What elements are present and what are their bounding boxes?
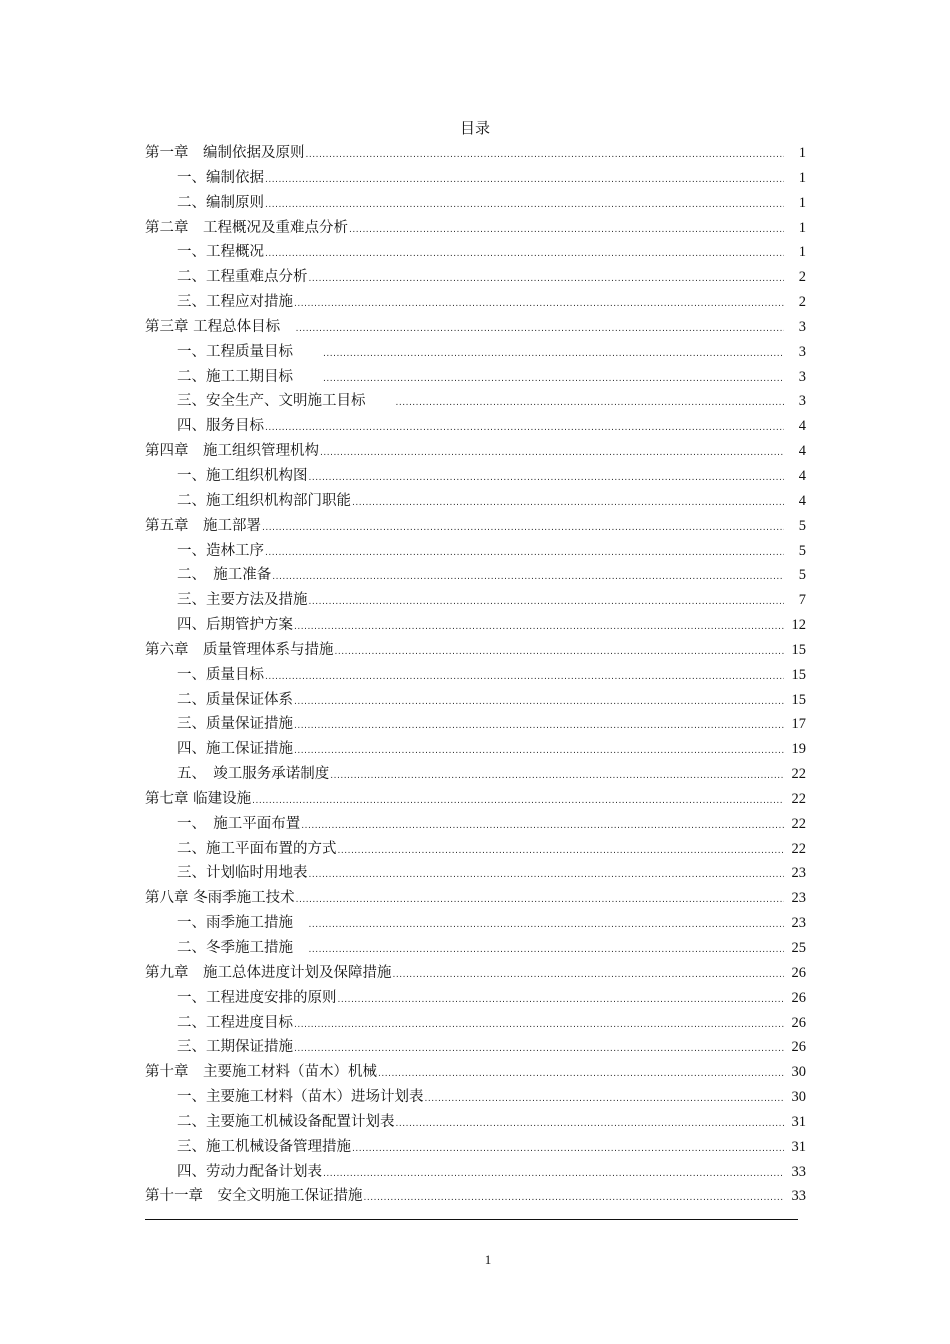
table-of-contents	[145, 141, 806, 1209]
dot-leader	[294, 690, 784, 715]
dot-leader	[265, 541, 784, 566]
toc-entry-page: 30	[791, 1064, 806, 1081]
toc-entry-label: 第八章 冬雨季施工技术	[145, 890, 295, 907]
toc-section-entry[interactable]	[145, 265, 806, 290]
dot-leader	[294, 615, 784, 640]
toc-entry-page: 15	[791, 691, 806, 708]
toc-entry-page: 4	[798, 467, 806, 484]
toc-section-entry[interactable]	[145, 663, 806, 688]
toc-entry-page: 23	[791, 890, 806, 907]
toc-section-entry[interactable]	[145, 539, 806, 564]
toc-chapter-entry[interactable]	[145, 439, 806, 464]
toc-section-entry[interactable]	[145, 712, 806, 737]
toc-entry-page: 17	[791, 716, 806, 733]
dot-leader	[425, 1087, 785, 1112]
toc-entry-label: 二、工程重难点分析	[177, 269, 308, 286]
dot-leader	[323, 342, 784, 367]
toc-entry-page: 7	[798, 592, 806, 609]
dot-leader	[296, 317, 784, 342]
dot-leader	[323, 1162, 784, 1187]
toc-entry-label: 二、质量保证体系	[177, 691, 293, 708]
toc-entry-page: 4	[798, 418, 806, 435]
toc-section-entry[interactable]	[145, 389, 806, 414]
dot-leader	[265, 416, 784, 441]
dot-leader	[378, 1062, 784, 1087]
dot-leader	[338, 988, 785, 1013]
toc-entry-page: 3	[798, 318, 806, 335]
toc-section-entry[interactable]	[145, 166, 806, 191]
toc-entry-label: 四、劳动力配备计划表	[177, 1163, 322, 1180]
toc-section-entry[interactable]	[145, 861, 806, 886]
toc-entry-page: 5	[798, 567, 806, 584]
toc-entry-page: 1	[798, 244, 806, 261]
dot-leader	[396, 391, 785, 416]
toc-entry-label: 二、施工工期目标	[177, 368, 322, 385]
toc-entry-page: 33	[791, 1188, 806, 1205]
toc-entry-page: 22	[791, 815, 806, 832]
toc-entry-page: 23	[791, 865, 806, 882]
dot-leader	[265, 665, 784, 690]
dot-leader	[252, 789, 784, 814]
dot-leader	[393, 963, 785, 988]
dot-leader	[364, 1186, 785, 1211]
toc-section-entry[interactable]	[145, 340, 806, 365]
toc-entry-label: 二、工程进度目标	[177, 1014, 293, 1031]
toc-section-entry[interactable]	[145, 365, 806, 390]
dot-leader	[294, 1013, 784, 1038]
toc-entry-page: 5	[798, 517, 806, 534]
toc-entry-page: 15	[791, 641, 806, 658]
dot-leader	[296, 888, 784, 913]
dot-leader	[272, 565, 784, 590]
toc-title: 目录	[459, 119, 490, 137]
toc-section-entry[interactable]	[145, 1160, 806, 1185]
toc-entry-label: 二、施工组织机构部门职能	[177, 492, 351, 509]
toc-entry-page: 26	[791, 1039, 806, 1056]
toc-chapter-entry[interactable]	[145, 1184, 806, 1209]
toc-entry-page: 26	[791, 964, 806, 981]
toc-entry-label: 三、主要方法及措施	[177, 592, 308, 609]
dot-leader	[309, 267, 785, 292]
toc-entry-label: 三、工期保证措施	[177, 1039, 293, 1056]
toc-entry-page: 4	[798, 443, 806, 460]
toc-entry-page: 1	[798, 219, 806, 236]
toc-chapter-entry[interactable]	[145, 886, 806, 911]
dot-leader	[309, 466, 785, 491]
toc-entry-label: 第十一章 安全文明施工保证措施	[145, 1188, 363, 1205]
toc-entry-page: 3	[798, 368, 806, 385]
toc-entry-label: 一、主要施工材料（苗木）进场计划表	[177, 1089, 424, 1106]
toc-entry-label: 第五章 施工部署	[145, 517, 261, 534]
toc-entry-label: 第二章 工程概况及重难点分析	[145, 219, 348, 236]
dot-leader	[323, 367, 784, 392]
toc-chapter-entry[interactable]	[145, 216, 806, 241]
toc-chapter-entry[interactable]	[145, 315, 806, 340]
toc-entry-label: 三、质量保证措施	[177, 716, 293, 733]
toc-entry-label: 一、质量目标	[177, 666, 264, 683]
toc-section-entry[interactable]	[145, 464, 806, 489]
toc-entry-page: 22	[791, 790, 806, 807]
toc-section-entry[interactable]	[145, 737, 806, 762]
dot-leader	[265, 168, 784, 193]
toc-entry-label: 一、工程进度安排的原则	[177, 989, 337, 1006]
toc-entry-label: 四、施工保证措施	[177, 741, 293, 758]
toc-entry-page: 31	[791, 1113, 806, 1130]
toc-entry-label: 三、计划临时用地表	[177, 865, 308, 882]
toc-entry-page: 26	[791, 1014, 806, 1031]
dot-leader	[294, 739, 784, 764]
toc-section-entry[interactable]	[145, 1085, 806, 1110]
toc-entry-page: 12	[791, 617, 806, 634]
toc-entry-label: 第九章 施工总体进度计划及保障措施	[145, 964, 392, 981]
toc-entry-page: 15	[791, 666, 806, 683]
toc-entry-label: 三、安全生产、文明施工目标	[177, 393, 395, 410]
toc-section-entry[interactable]	[145, 414, 806, 439]
footer-rule	[145, 1219, 798, 1220]
toc-entry-label: 一、施工组织机构图	[177, 467, 308, 484]
dot-leader	[265, 193, 784, 218]
toc-chapter-entry[interactable]	[145, 1060, 806, 1085]
toc-entry-label: 二、冬季施工措施	[177, 940, 308, 956]
dot-leader	[349, 218, 784, 243]
dot-leader	[294, 1037, 784, 1062]
toc-entry-page: 1	[798, 194, 806, 211]
dot-leader	[320, 441, 784, 466]
toc-section-entry[interactable]	[145, 1135, 806, 1160]
toc-entry-page: 33	[791, 1163, 806, 1180]
toc-section-entry[interactable]	[145, 837, 806, 862]
dot-leader	[330, 764, 784, 789]
toc-section-entry[interactable]	[145, 762, 806, 787]
toc-entry-label: 第七章 临建设施	[145, 790, 252, 807]
toc-section-entry[interactable]	[145, 688, 806, 713]
toc-entry-label: 四、后期管护方案	[177, 617, 293, 634]
toc-entry-page: 25	[791, 940, 806, 956]
toc-entry-label: 二、主要施工机械设备配置计划表	[177, 1113, 395, 1130]
toc-entry-page: 1	[798, 145, 806, 161]
toc-entry-label: 三、工程应对措施	[177, 294, 293, 311]
toc-entry-label: 第六章 质量管理体系与措施	[145, 641, 334, 658]
dot-leader	[301, 814, 784, 839]
dot-leader	[309, 590, 785, 615]
toc-section-entry[interactable]	[145, 911, 806, 936]
dot-leader	[309, 863, 785, 888]
page-number: 1	[484, 1252, 492, 1267]
dot-leader	[309, 913, 785, 938]
dot-leader	[262, 516, 784, 541]
toc-section-entry[interactable]	[145, 613, 806, 638]
toc-entry-label: 二、 施工准备	[177, 567, 272, 584]
dot-leader	[352, 1137, 784, 1162]
dot-leader	[294, 714, 784, 739]
toc-entry-label: 第四章 施工组织管理机构	[145, 443, 319, 460]
toc-entry-label: 第一章 编制依据及原则	[145, 145, 305, 161]
toc-entry-page: 4	[798, 492, 806, 509]
toc-entry-label: 第三章 工程总体目标	[145, 318, 295, 335]
toc-section-entry[interactable]	[145, 191, 806, 216]
toc-entry-label: 一、雨季施工措施	[177, 915, 308, 932]
dot-leader	[265, 242, 784, 267]
toc-entry-label: 四、服务目标	[177, 418, 264, 435]
dot-leader	[352, 491, 784, 516]
toc-entry-label: 一、编制依据	[177, 169, 264, 186]
toc-entry-page: 1	[798, 169, 806, 186]
dot-leader	[306, 143, 785, 168]
toc-section-entry[interactable]	[145, 240, 806, 265]
toc-section-entry[interactable]	[145, 812, 806, 837]
toc-section-entry[interactable]	[145, 563, 806, 588]
toc-chapter-entry[interactable]	[145, 787, 806, 812]
toc-section-entry[interactable]	[145, 290, 806, 315]
toc-entry-page: 26	[791, 989, 806, 1006]
toc-entry-label: 一、造林工序	[177, 542, 264, 559]
toc-section-entry[interactable]	[145, 986, 806, 1011]
toc-entry-page: 2	[798, 294, 806, 311]
toc-section-entry[interactable]	[145, 1011, 806, 1036]
dot-leader	[396, 1112, 785, 1137]
toc-section-entry[interactable]	[145, 588, 806, 613]
dot-leader	[335, 640, 785, 665]
toc-entry-label: 一、 施工平面布置	[177, 815, 301, 832]
toc-chapter-entry[interactable]	[145, 141, 806, 166]
toc-entry-page: 2	[798, 269, 806, 286]
toc-entry-label: 五、 竣工服务承诺制度	[177, 766, 330, 783]
toc-entry-page: 31	[791, 1138, 806, 1155]
toc-section-entry[interactable]	[145, 1110, 806, 1135]
toc-section-entry[interactable]	[145, 489, 806, 514]
toc-entry-label: 一、工程质量目标	[177, 343, 322, 360]
toc-entry-page: 19	[791, 741, 806, 758]
toc-chapter-entry[interactable]	[145, 638, 806, 663]
toc-entry-label: 二、编制原则	[177, 194, 264, 211]
dot-leader	[294, 292, 784, 317]
toc-section-entry[interactable]	[145, 1035, 806, 1060]
toc-section-entry[interactable]	[145, 936, 806, 961]
toc-entry-page: 30	[791, 1089, 806, 1106]
toc-entry-page: 22	[791, 766, 806, 783]
toc-entry-label: 一、工程概况	[177, 244, 264, 261]
toc-entry-label: 二、施工平面布置的方式	[177, 840, 337, 857]
toc-entry-page: 3	[798, 393, 806, 410]
toc-entry-page: 23	[791, 915, 806, 932]
dot-leader	[309, 938, 785, 963]
dot-leader	[338, 839, 785, 864]
toc-entry-label: 三、施工机械设备管理措施	[177, 1138, 351, 1155]
toc-entry-page: 22	[791, 840, 806, 857]
toc-entry-page: 3	[798, 343, 806, 360]
toc-chapter-entry[interactable]	[145, 961, 806, 986]
toc-entry-page: 5	[798, 542, 806, 559]
toc-chapter-entry[interactable]	[145, 514, 806, 539]
toc-entry-label: 第十章 主要施工材料（苗木）机械	[145, 1064, 377, 1081]
